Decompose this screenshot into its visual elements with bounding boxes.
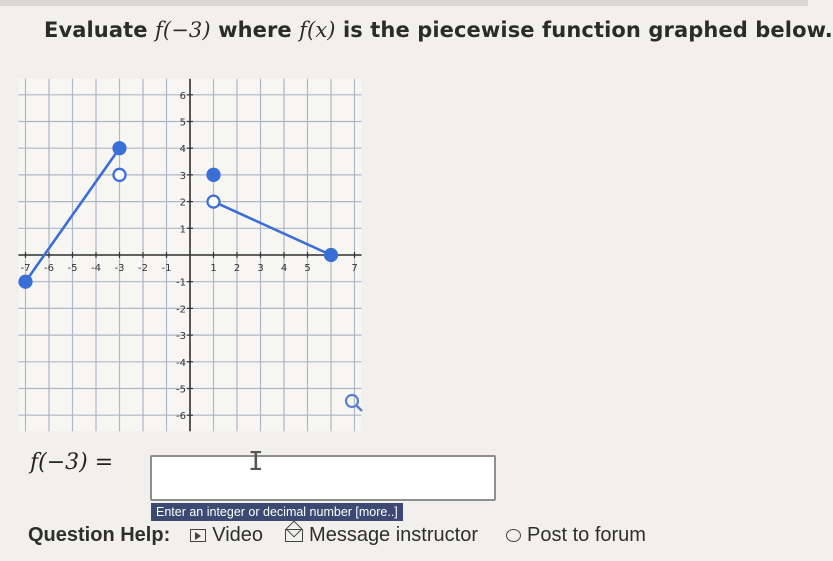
post-to-forum-link[interactable] — [506, 524, 646, 547]
x-tick-label: -3 — [114, 263, 125, 274]
question-text — [44, 18, 833, 42]
closed-endpoint — [208, 169, 220, 181]
x-tick-label: -7 — [20, 263, 31, 274]
x-tick-label: 2 — [233, 263, 241, 274]
open-endpoint — [114, 169, 126, 181]
question-expr: f(−3) — [155, 18, 211, 42]
y-tick-label: 4 — [179, 144, 186, 156]
video-link[interactable] — [190, 524, 263, 547]
video-icon — [190, 529, 206, 542]
y-tick-label: -3 — [176, 331, 186, 343]
y-tick-label: 2 — [179, 197, 186, 209]
chat-bubble-icon — [506, 529, 521, 542]
y-tick-label: -2 — [176, 304, 186, 316]
closed-endpoint — [114, 142, 126, 154]
y-tick-label: -4 — [176, 357, 186, 369]
x-tick-label: 4 — [280, 263, 288, 274]
question-help-title: Question Help: — [28, 524, 171, 546]
question-middle: where — [210, 18, 300, 42]
message-instructor-label: Message instructor — [309, 524, 478, 546]
video-label: Video — [212, 524, 264, 546]
text-cursor-icon: I — [248, 447, 264, 477]
x-tick-label: -1 — [161, 263, 172, 274]
question-prefix: Evaluate — [44, 18, 156, 42]
open-endpoint — [208, 196, 220, 208]
x-tick-label: -4 — [91, 263, 101, 274]
question-suffix: is the piecewise function graphed below. — [335, 18, 833, 42]
y-tick-label: -1 — [176, 277, 186, 289]
x-tick-label: -2 — [138, 263, 148, 274]
x-tick-label: 5 — [304, 263, 311, 274]
x-tick-label: 3 — [257, 263, 264, 274]
answer-input[interactable] — [150, 455, 496, 501]
question-help-row — [28, 524, 646, 547]
x-tick-label: -5 — [67, 263, 78, 274]
answer-hint[interactable]: Enter an integer or decimal number [more..] — [151, 503, 403, 521]
x-tick-label: -6 — [44, 263, 54, 274]
closed-endpoint — [325, 249, 337, 261]
y-tick-label: -6 — [176, 411, 186, 423]
post-to-forum-label: Post to forum — [527, 524, 646, 546]
closed-endpoint — [20, 276, 32, 288]
mail-icon — [285, 529, 303, 542]
y-tick-label: 5 — [179, 117, 186, 129]
y-tick-label: 6 — [179, 90, 186, 102]
x-tick-label: 7 — [351, 263, 358, 274]
y-tick-label: 3 — [179, 170, 186, 182]
question-fx: f(x) — [299, 18, 336, 42]
message-instructor-link[interactable] — [285, 524, 478, 547]
top-border — [0, 0, 808, 6]
answer-label: f(−3) = — [30, 450, 114, 475]
y-tick-label: -5 — [176, 384, 186, 396]
piecewise-graph — [0, 70, 390, 423]
x-tick-label: 1 — [210, 263, 217, 274]
y-tick-label: 1 — [179, 224, 186, 236]
